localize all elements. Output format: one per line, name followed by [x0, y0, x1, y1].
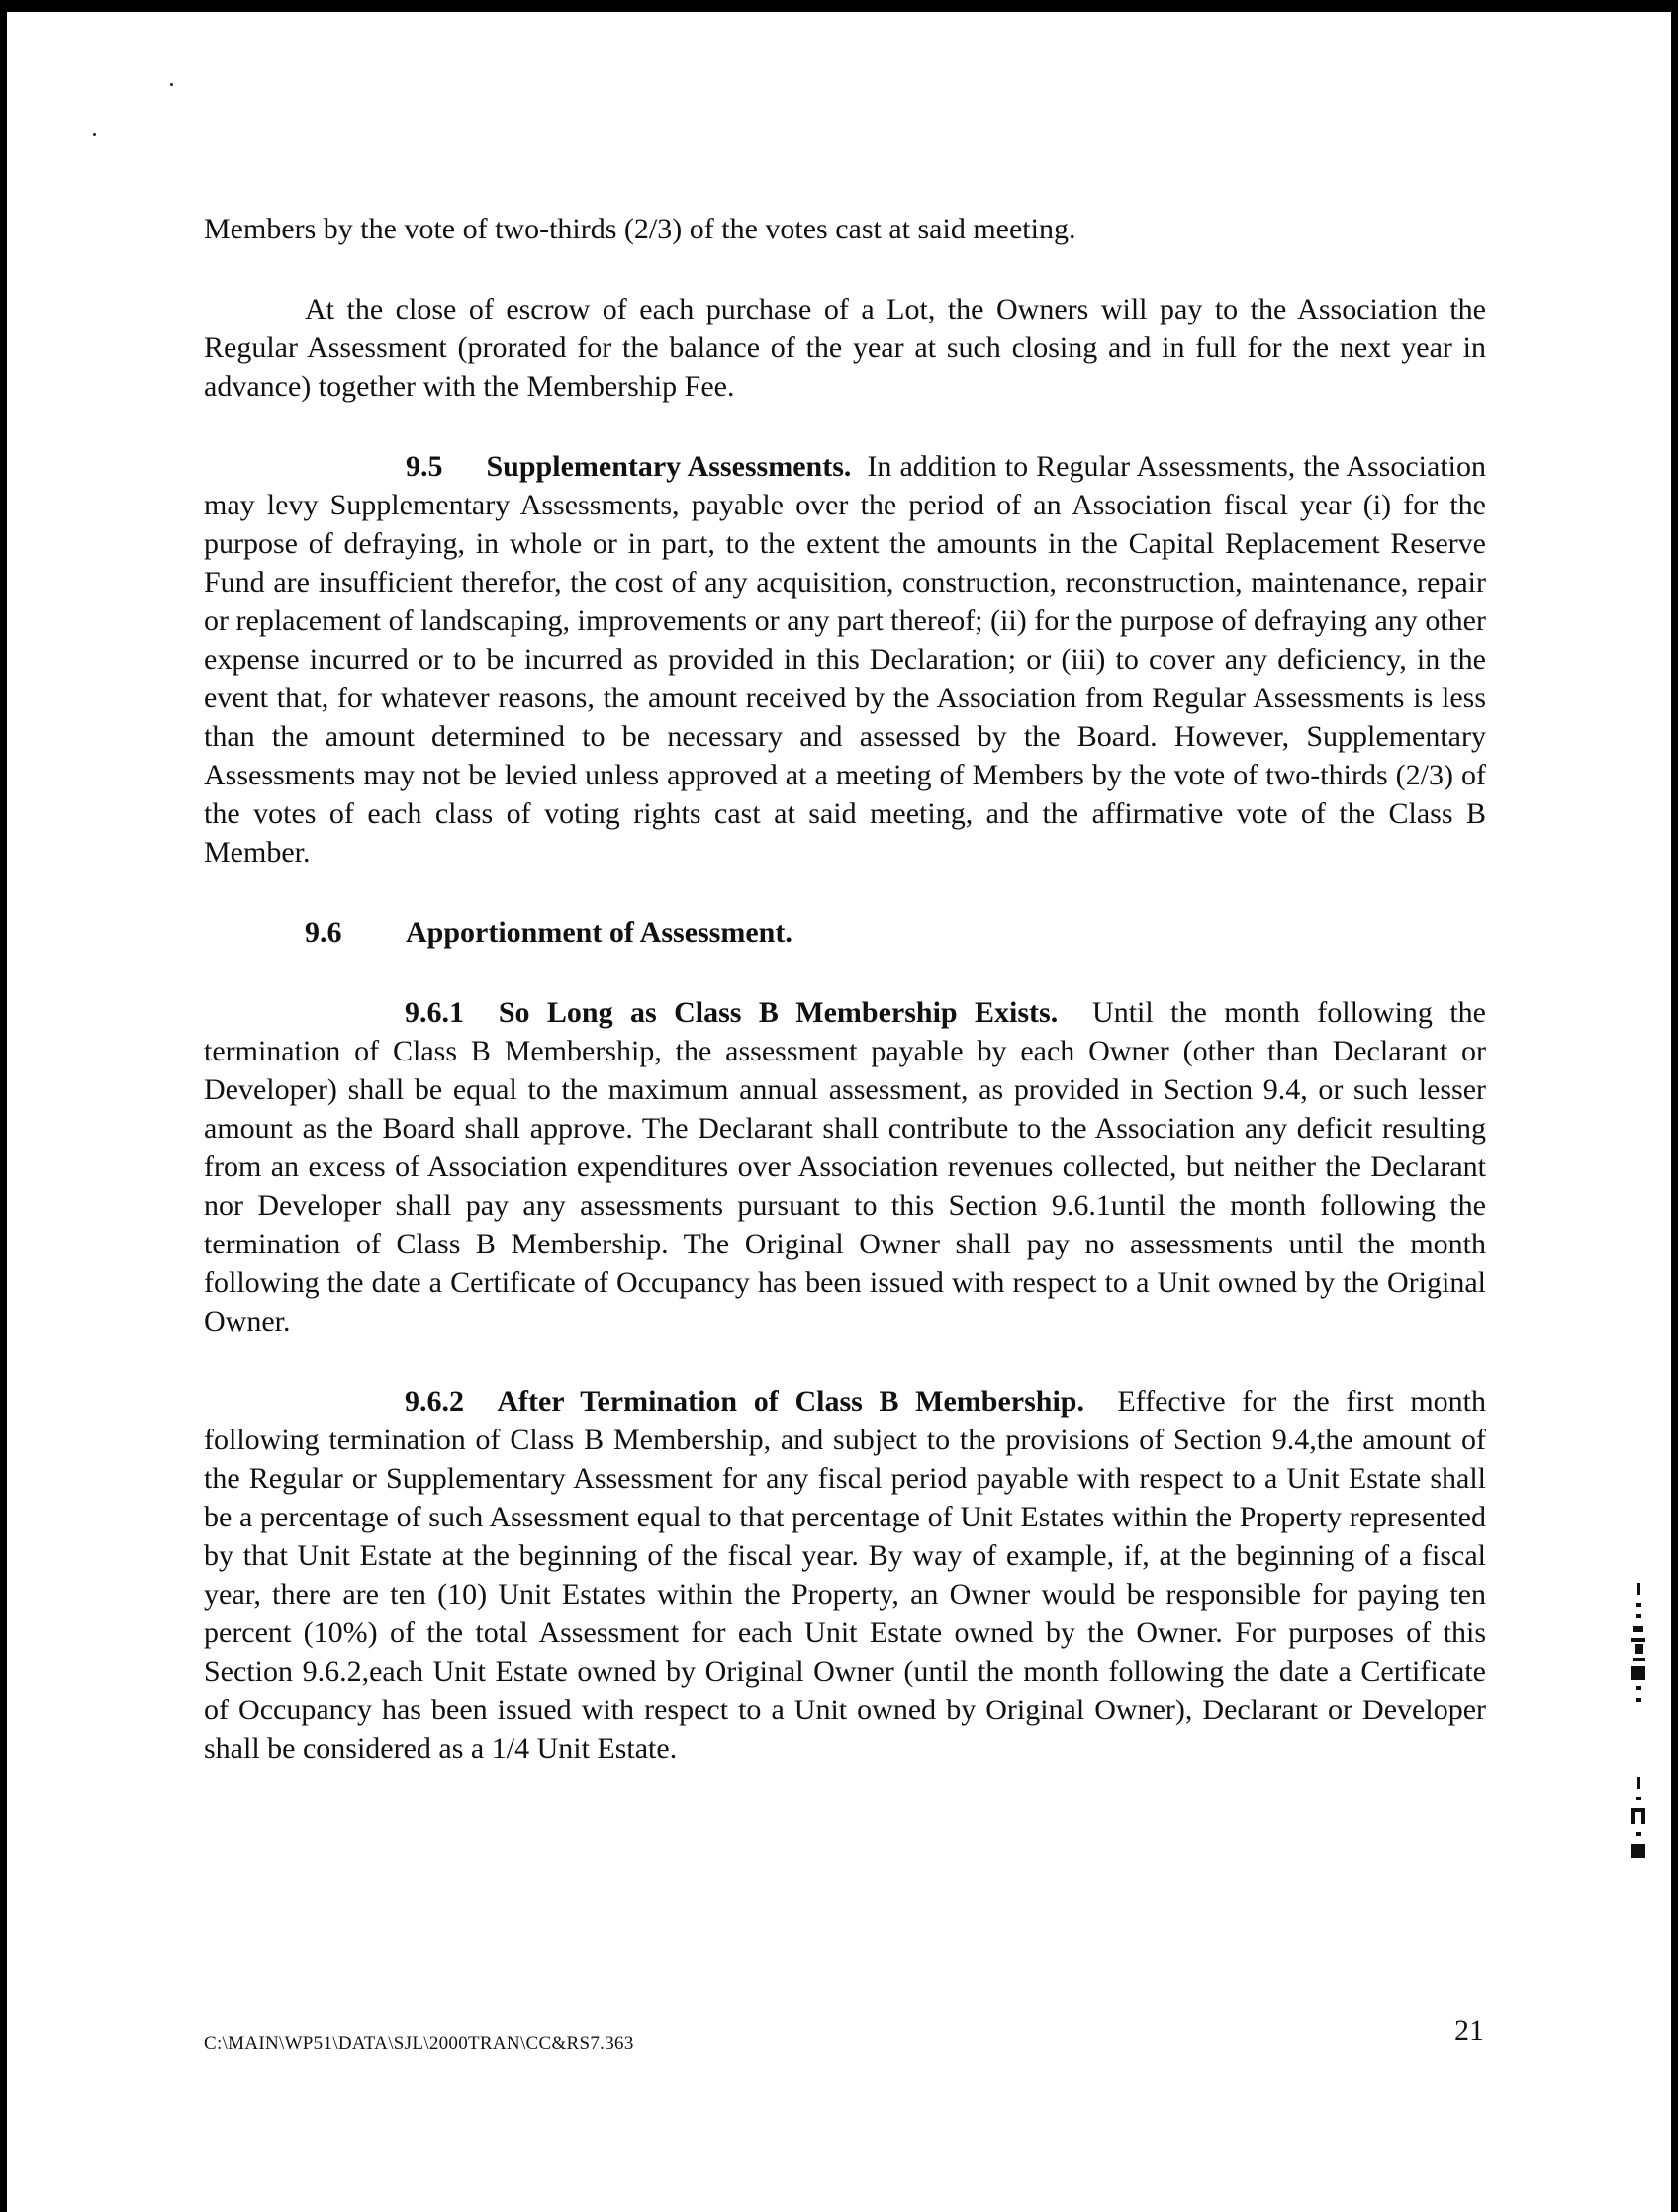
- document-page: [204, 210, 1486, 1768]
- scan-border-right: [1671, 0, 1678, 2212]
- section-9-6-title: Apportionment of Assessment.: [406, 916, 792, 949]
- section-9-6-number: 9.6: [305, 916, 342, 949]
- section-9-6-heading: [204, 913, 1486, 952]
- scan-speck: [93, 133, 96, 136]
- section-9-6-2-body: Effective for the first month following termination of Class B Membership, and subject to the provisions of Section 9.4,the amount of the Regular or Supplementary Assessment for any fiscal period payable with respect to a Unit Estate shall be a percentage of such Assessment equal to that percentage of Unit Estates within the Property represented by that Unit Estate at the beginning of the fiscal year. By way of example, if, at the beginning of a fiscal year, there are ten (10) Unit Estates within the Property, an Owner would be responsible for paying ten percent (10%) of the total Assessment for each Unit Estate owned by the Owner. For purposes of this Section 9.6.2,each Unit Estate owned by Original Owner (until the month following the date a Certificate of Occupancy has been issued with respect to a Unit owned by Original Owner), Declarant or Developer shall be considered as a 1/4 Unit Estate.: [204, 1385, 1487, 1765]
- section-9-5: [204, 447, 1486, 872]
- bates-number-stamp: [1620, 1583, 1659, 1959]
- section-9-5-title: Supplementary Assessments.: [486, 450, 852, 483]
- section-9-6-1-number: 9.6.1: [405, 996, 464, 1029]
- section-9-6-2-title: After Termination of Class B Membership.: [497, 1385, 1084, 1418]
- section-9-5-body: In addition to Regular Assessments, the Association may levy Supplementary Assessments, payable over the period of an Association fiscal year (i) for the purpose of defraying, in whole or in part, to the extent the amounts in the Capital Replacement Reserve Fund are insufficient therefor, the cost of any acquisition, construction, reconstruction, maintenance, repair or replacement of landscaping, improvements or any part thereof; (ii) for the purpose of defraying any other expense incurred or to be incurred as provided in this Declaration; or (iii) to cover any deficiency, in the event that, for whatever reasons, the amount received by the Association from Regular Assessments is less than the amount determined to be necessary and assessed by the Board. However, Supplementary Assessments may not be levied unless approved at a meeting of Members by the vote of two-thirds (2/3) of the votes of each class of voting rights cast at said meeting, and the affirmative vote of the Class B Member.: [204, 450, 1486, 869]
- section-9-6-2-number: 9.6.2: [405, 1385, 464, 1418]
- footer-file-path: C:\MAIN\WP51\DATA\SJL\2000TRAN\CC&RS7.363: [204, 2033, 634, 2054]
- scan-border-left: [0, 0, 7, 2212]
- scan-border-top: [0, 0, 1678, 12]
- section-9-6-1-title: So Long as Class B Membership Exists.: [498, 996, 1059, 1029]
- section-9-5-number: 9.5: [406, 450, 443, 483]
- section-9-6-1: [204, 993, 1486, 1340]
- paragraph-continuation: Members by the vote of two-thirds (2/3) of the votes cast at said meeting.: [204, 213, 1076, 245]
- section-9-6-2: [204, 1382, 1486, 1768]
- section-9-6-1-body: Until the month following the termination of Class B Membership, the assessment payable by each Owner (other than Declarant or Developer) shall be equal to the maximum annual assessment, as provided in Section 9.4, or such lesser amount as the Board shall approve. The Declarant shall contribute to the Association any deficit resulting from an excess of Association expenditures over Association revenues collected, but neither the Declarant nor Developer shall pay any assessments pursuant to this Section 9.6.1until the month following the termination of Class B Membership. The Original Owner shall pay no assessments until the month following the date a Certificate of Occupancy has been issued with respect to a Unit owned by the Original Owner.: [204, 996, 1486, 1337]
- paragraph-escrow: At the close of escrow of each purchase of a Lot, the Owners will pay to the Association the Regular Assessment (prorated for the balance of the year at such closing and in full for the next year in advance) together with the Membership Fee.: [204, 293, 1486, 403]
- page-number: 21: [1454, 2014, 1484, 2047]
- scan-speck: [170, 83, 173, 86]
